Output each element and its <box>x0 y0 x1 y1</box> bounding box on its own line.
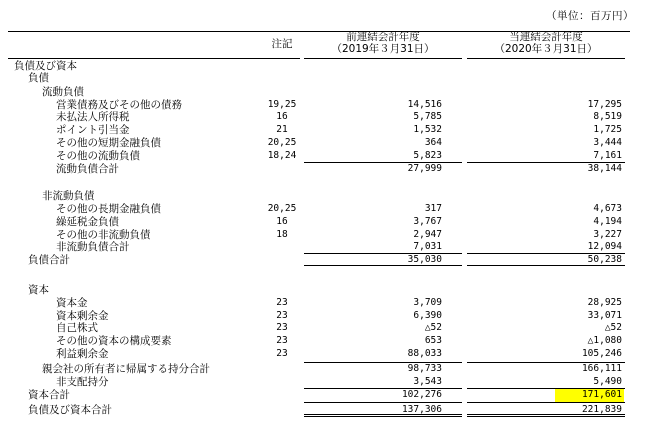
row-label: 負債及び資本合計 <box>28 404 112 416</box>
header-prev-year <box>302 31 464 55</box>
row-note: 23 <box>276 348 288 359</box>
row-value-curr: 38,144 <box>587 163 622 174</box>
table-row <box>0 99 666 111</box>
row-value-prev: 317 <box>424 203 442 214</box>
subtotal-rule <box>304 362 462 363</box>
table-row <box>0 363 666 375</box>
table-row <box>0 111 666 123</box>
header-rule-curr <box>467 58 625 59</box>
row-note: 16 <box>276 111 288 122</box>
row-value-prev: 5,785 <box>413 111 442 122</box>
row-label: 非流動負債合計 <box>56 241 130 253</box>
row-label: 繰延税金負債 <box>56 216 119 228</box>
table-row <box>0 60 666 72</box>
header-curr-title: 当連結会計年度 <box>509 31 583 43</box>
row-note: 18,24 <box>267 150 297 161</box>
row-value-prev: 3,709 <box>413 297 442 308</box>
row-value-curr: 28,925 <box>587 297 622 308</box>
row-label: 資本金 <box>56 297 88 309</box>
header-prev-title: 前連結会計年度 <box>346 31 420 43</box>
row-value-prev: 364 <box>424 137 442 148</box>
row-value-curr: 50,238 <box>587 254 622 265</box>
table-row <box>0 124 666 136</box>
row-label: 利益剰余金 <box>56 348 109 360</box>
table-row <box>0 163 666 175</box>
row-label: 未払法人所得税 <box>56 111 130 123</box>
row-value-curr: 4,194 <box>593 216 622 227</box>
row-label: 負債 <box>28 72 49 84</box>
subtotal-rule <box>467 265 625 266</box>
table-row <box>0 335 666 347</box>
table-row <box>0 376 666 388</box>
subtotal-rule <box>467 388 625 389</box>
header-note: 注記 <box>271 38 293 50</box>
row-label: 非支配持分 <box>56 376 109 388</box>
table-row <box>0 190 666 202</box>
table-row <box>0 241 666 253</box>
row-label: ポイント引当金 <box>56 124 130 136</box>
header-rule-label <box>8 58 300 59</box>
row-value-prev: 7,031 <box>413 241 442 252</box>
row-value-curr: △1,080 <box>587 335 622 346</box>
subtotal-rule <box>304 162 462 163</box>
row-value-prev: 3,767 <box>413 216 442 227</box>
row-label: その他の非流動負債 <box>56 229 151 241</box>
row-value-curr: 33,071 <box>587 310 622 321</box>
table-row <box>0 348 666 360</box>
row-value-prev: △52 <box>424 322 442 333</box>
table-row <box>0 150 666 162</box>
row-label: 非流動負債 <box>42 190 95 202</box>
row-note: 20,25 <box>267 203 297 214</box>
subtotal-rule <box>304 253 462 254</box>
row-value-prev: 1,532 <box>413 124 442 135</box>
unit-label: （単位：百万円） <box>546 10 634 22</box>
row-value-prev: 653 <box>424 335 442 346</box>
table-row <box>0 203 666 215</box>
row-note: 21 <box>276 124 288 135</box>
row-label: 資本剰余金 <box>56 310 109 322</box>
row-label: 資本 <box>28 284 49 296</box>
table-row <box>0 310 666 322</box>
table-row <box>0 216 666 228</box>
row-label: 資本合計 <box>28 389 70 401</box>
table-row <box>0 297 666 309</box>
header-curr-year <box>464 31 628 55</box>
row-label: 流動負債合計 <box>56 163 119 175</box>
row-value-prev: 14,516 <box>407 99 442 110</box>
subtotal-rule <box>304 402 462 403</box>
row-value-curr: 17,295 <box>587 99 622 110</box>
row-label: 流動負債 <box>42 86 84 98</box>
subtotal-rule <box>467 162 625 163</box>
row-label: 親会社の所有者に帰属する持分合計 <box>42 363 210 375</box>
row-value-prev: 27,999 <box>407 163 442 174</box>
subtotal-rule <box>304 265 462 266</box>
row-label: その他の短期金融負債 <box>56 137 161 149</box>
row-value-prev: 88,033 <box>407 348 442 359</box>
row-value-prev: 6,390 <box>413 310 442 321</box>
row-note: 23 <box>276 297 288 308</box>
row-value-curr: 166,111 <box>581 363 622 374</box>
subtotal-rule <box>467 253 625 254</box>
header-curr-date: （2020年３月31日） <box>494 43 598 55</box>
row-value-curr: 105,246 <box>581 348 622 359</box>
row-value-prev: 102,276 <box>401 389 442 400</box>
row-label: 営業債務及びその他の債務 <box>56 99 182 111</box>
subtotal-rule <box>467 362 625 363</box>
row-value-curr: 3,227 <box>593 229 622 240</box>
row-value-curr: 12,094 <box>587 241 622 252</box>
row-value-prev: 137,306 <box>401 404 442 415</box>
table-row <box>0 389 666 401</box>
row-note: 16 <box>276 216 288 227</box>
row-value-curr: △52 <box>604 322 622 333</box>
table-row <box>0 229 666 241</box>
total-double-rule <box>467 414 625 417</box>
row-note: 23 <box>276 310 288 321</box>
table-row <box>0 137 666 149</box>
header-prev-date: （2019年３月31日） <box>331 43 435 55</box>
row-value-prev: 5,823 <box>413 150 442 161</box>
row-value-curr: 4,673 <box>593 203 622 214</box>
row-label: 負債及び資本 <box>14 60 77 72</box>
header-rule-prev <box>304 58 462 59</box>
total-double-rule <box>304 414 462 417</box>
row-note: 23 <box>276 335 288 346</box>
table-row <box>0 86 666 98</box>
row-label: 負債合計 <box>28 254 70 266</box>
row-value-prev: 2,947 <box>413 229 442 240</box>
subtotal-rule <box>304 388 462 389</box>
row-value-curr: 171,601 <box>581 389 622 400</box>
row-note: 20,25 <box>267 137 297 148</box>
row-value-curr: 1,725 <box>593 124 622 135</box>
row-value-prev: 98,733 <box>407 363 442 374</box>
row-label: その他の流動負債 <box>56 150 140 162</box>
row-label: その他の長期金融負債 <box>56 203 161 215</box>
row-label: 自己株式 <box>56 322 98 334</box>
row-value-curr: 7,161 <box>593 150 622 161</box>
row-value-prev: 3,543 <box>413 376 442 387</box>
row-note: 19,25 <box>267 99 297 110</box>
row-value-prev: 35,030 <box>407 254 442 265</box>
row-label: その他の資本の構成要素 <box>56 335 172 347</box>
row-note: 23 <box>276 322 288 333</box>
row-value-curr: 3,444 <box>593 137 622 148</box>
table-row <box>0 322 666 334</box>
table-row <box>0 72 666 84</box>
table-row <box>0 284 666 296</box>
row-value-curr: 221,839 <box>581 404 622 415</box>
row-value-curr: 8,519 <box>593 111 622 122</box>
row-value-curr: 5,490 <box>593 376 622 387</box>
subtotal-rule <box>467 402 625 403</box>
row-note: 18 <box>276 229 288 240</box>
